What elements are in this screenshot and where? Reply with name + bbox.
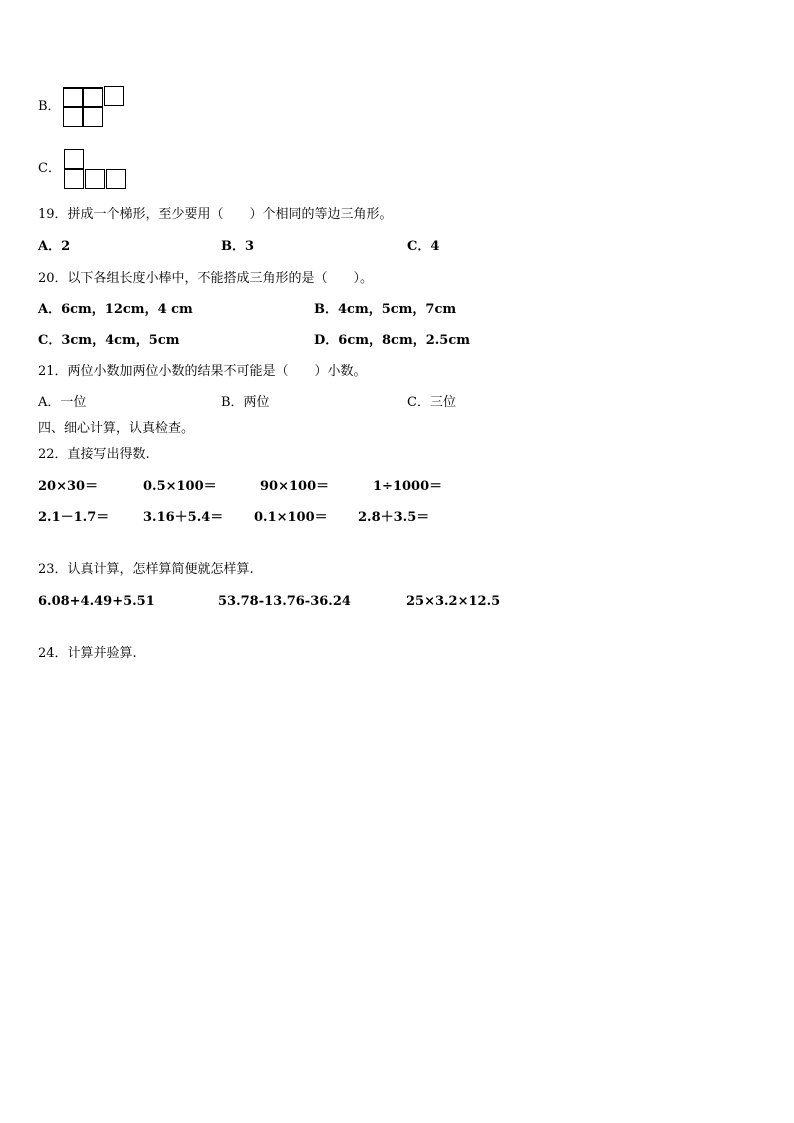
q22-row1-item-2: 0.5×100＝ [143, 479, 217, 494]
section-4-heading: 四、细心计算，认真检查。 [38, 421, 195, 436]
option-b-label: B． [38, 99, 61, 114]
q22-row1-item-4: 1÷1000＝ [373, 479, 443, 494]
q19-option-c: C．4 [407, 239, 440, 254]
question-22: 22．直接写出得数. [38, 447, 150, 462]
question-20: 20．以下各组长度小棒中，不能搭成三角形的是（ ）。 [38, 271, 374, 286]
q23-item-1: 6.08+4.49+5.51 [38, 594, 155, 609]
q21-option-c: C．三位 [407, 395, 456, 410]
q22-row2-item-1: 2.1－1.7＝ [38, 510, 110, 525]
question-23: 23．认真计算，怎样算简便就怎样算. [38, 562, 254, 577]
option-c-label: C． [38, 161, 61, 176]
q21-option-b: B．两位 [221, 395, 270, 410]
q20-option-d: D．6cm，8cm，2.5cm [314, 333, 470, 348]
q21-option-a: A．一位 [38, 395, 87, 410]
q20-option-b: B．4cm，5cm，7cm [314, 302, 457, 317]
q20-option-c: C．3cm，4cm，5cm [38, 333, 180, 348]
q22-row2-item-2: 3.16＋5.4＝ [143, 510, 224, 525]
q23-item-3: 25×3.2×12.5 [406, 594, 501, 609]
question-21: 21．两位小数加两位小数的结果不可能是（ ）小数。 [38, 364, 367, 379]
question-24: 24．计算并验算. [38, 646, 137, 661]
q19-option-b: B．3 [221, 239, 255, 254]
question-19: 19．拼成一个梯形，至少要用（ ）个相同的等边三角形。 [38, 207, 393, 222]
q23-item-2: 53.78-13.76-36.24 [218, 594, 351, 609]
q19-option-a: A．2 [38, 239, 71, 254]
q20-option-a: A．6cm，12cm，4 cm [38, 302, 193, 317]
q22-row1-item-1: 20×30＝ [38, 479, 99, 494]
q22-row2-item-4: 2.8＋3.5＝ [358, 510, 430, 525]
q22-row1-item-3: 90×100＝ [260, 479, 330, 494]
q22-row2-item-3: 0.1×100＝ [254, 510, 328, 525]
